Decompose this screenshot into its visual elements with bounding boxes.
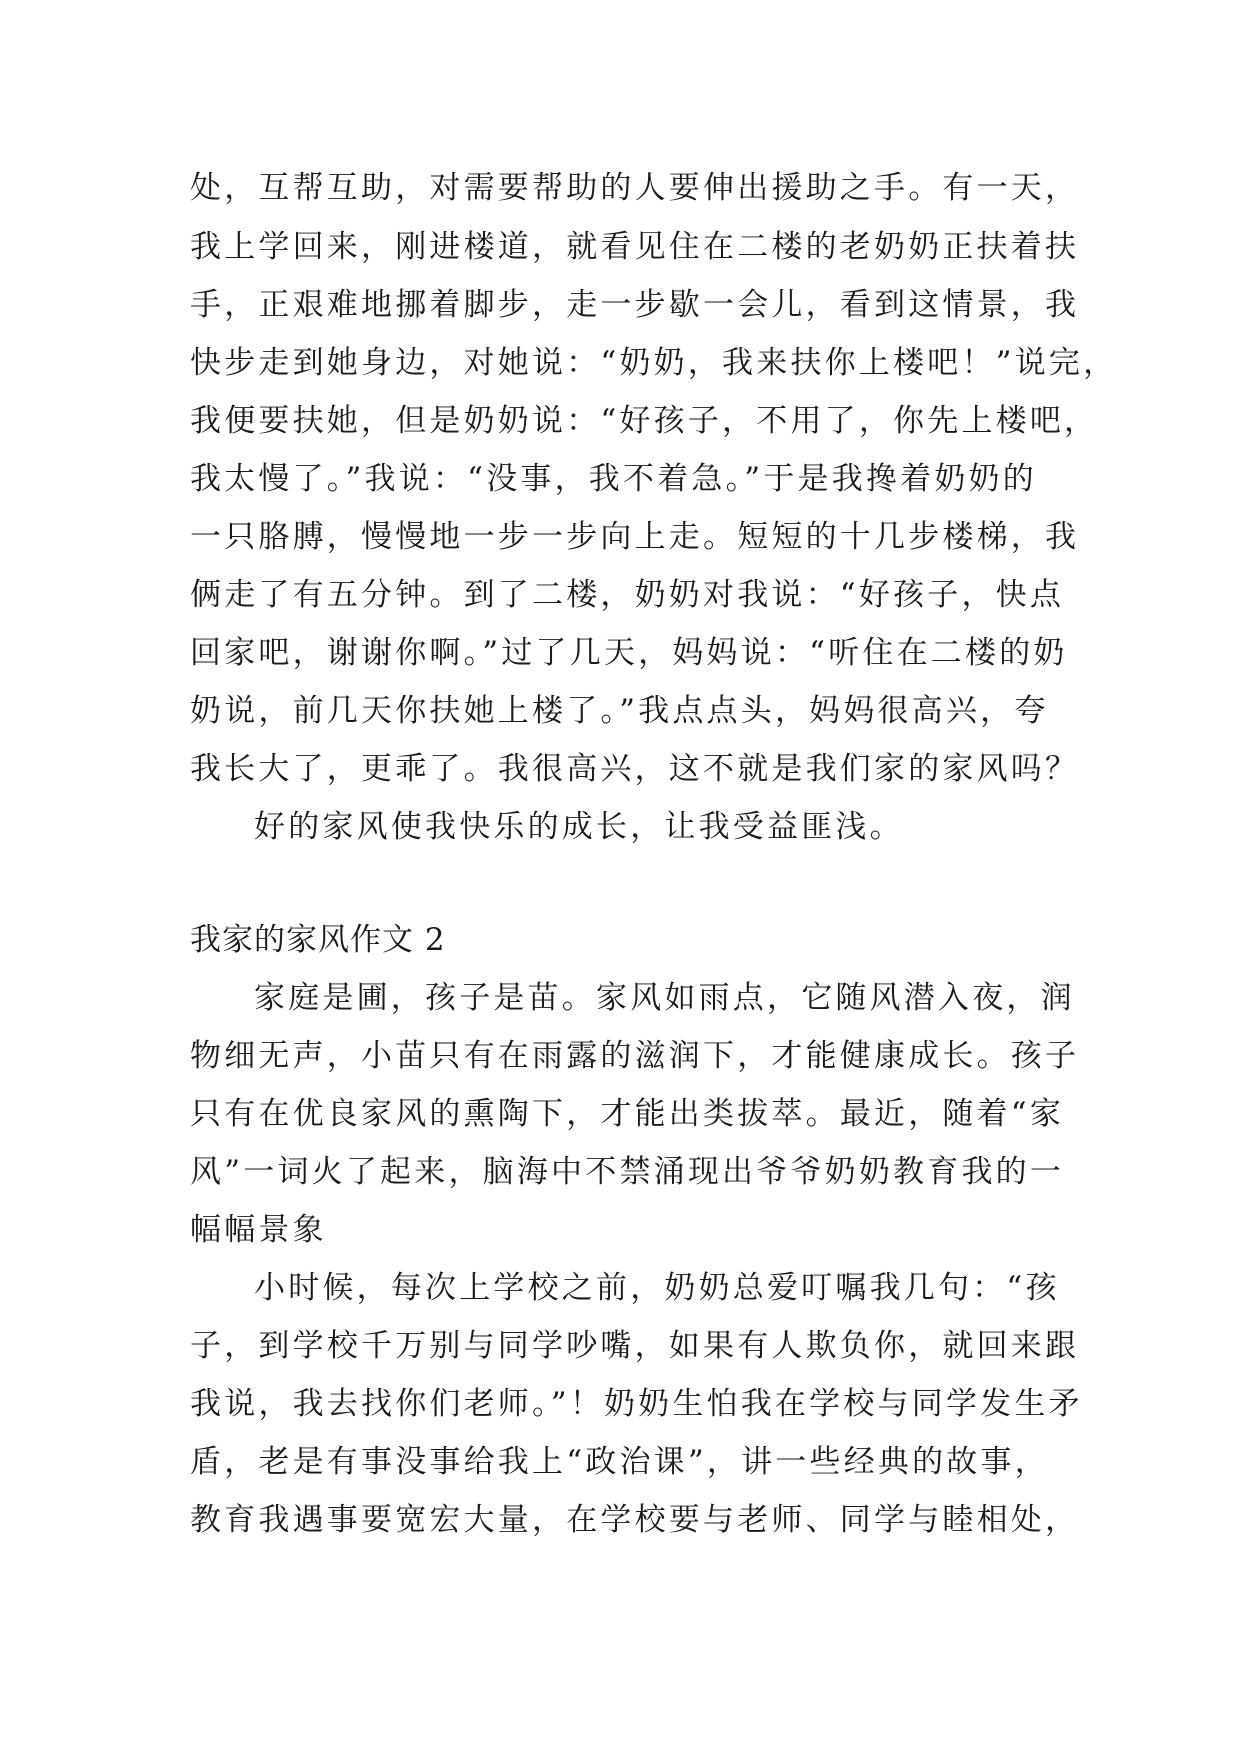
text-line: 盾，老是有事没事给我上“政治课”，讲一些经典的故事， [190,1444,1049,1480]
text-line: 快步走到她身边，对她说：“奶奶，我来扶你上楼吧！”说完， [190,345,1118,381]
text-line: 我便要扶她，但是奶奶说：“好孩子，不用了，你先上楼吧， [190,403,1099,439]
text-line: 风”一词火了起来，脑海中不禁涌现出爷爷奶奶教育我的一 [190,1154,1065,1190]
text-line: 家庭是圃，孩子是苗。家风如雨点，它随风潜入夜，润 [254,980,1075,1016]
text-line: 只有在优良家风的熏陶下，才能出类拔萃。最近，随着“家 [190,1096,1065,1132]
text-line: 子，到学校千万别与同学吵嘴，如果有人欺负你，就回来跟 [190,1328,1080,1364]
text-line: 我说，我去找你们老师。”！奶奶生怕我在学校与同学发生矛 [190,1386,1083,1422]
text-line: 俩走了有五分钟。到了二楼，奶奶对我说：“好孩子，快点 [190,577,1065,613]
text-line: 教育我遇事要宽宏大量，在学校要与老师、同学与睦相处， [190,1502,1080,1538]
text-line: 手，正艰难地挪着脚步，走一步歇一会儿，看到这情景，我 [190,287,1080,323]
text-line: 处，互帮互助，对需要帮助的人要伸出援助之手。有一天， [190,170,1080,206]
text-line: 小时候，每次上学校之前，奶奶总爱叮嘱我几句：“孩 [254,1270,1060,1306]
text-line: 我上学回来，刚进楼道，就看见住在二楼的老奶奶正扶着扶 [190,229,1080,265]
text-line: 一只胳膊，慢慢地一步一步向上走。短短的十几步楼梯，我 [190,519,1080,555]
text-line: 我长大了，更乖了。我很高兴，这不就是我们家的家风吗？ [190,751,1080,787]
text-line: 回家吧，谢谢你啊。”过了几天，妈妈说：“听住在二楼的奶 [190,635,1068,671]
text-line: 物细无声，小苗只有在雨露的滋润下，才能健康成长。孩子 [190,1038,1080,1074]
section-heading: 我家的家风作文 2 [190,922,446,958]
text-line: 我太慢了。”我说：“没事，我不着急。”于是我搀着奶奶的 [190,461,1037,497]
text-line: 奶说，前几天你扶她上楼了。”我点点头，妈妈很高兴，夸 [190,693,1049,729]
text-line: 幅幅景象 [190,1212,327,1248]
text-line: 好的家风使我快乐的成长，让我受益匪浅。 [254,809,904,845]
